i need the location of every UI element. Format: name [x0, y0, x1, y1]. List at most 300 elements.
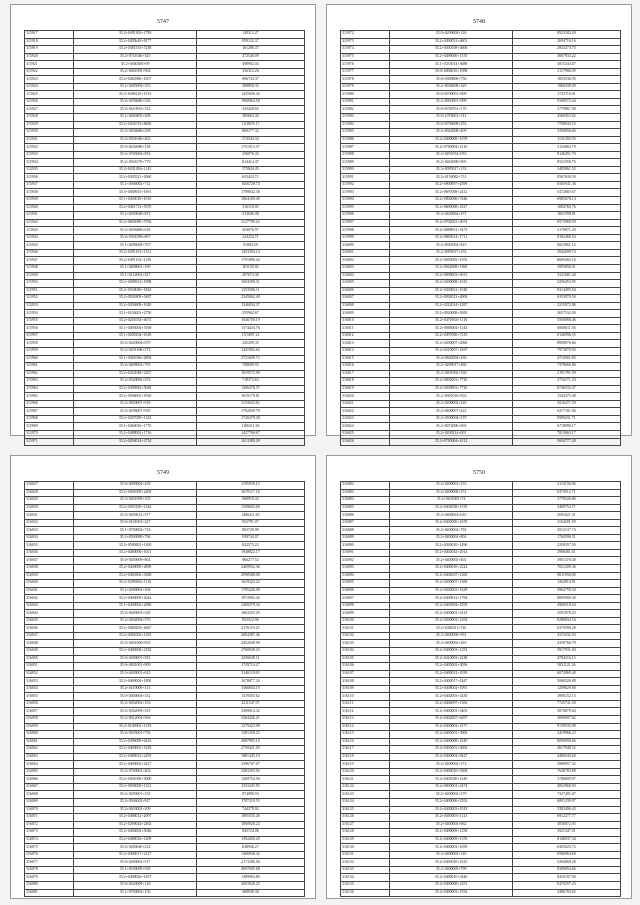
table-row — [341, 393, 621, 401]
table-row — [25, 534, 305, 542]
row-code: 35.2+0490110+1913 — [74, 91, 197, 99]
table-row — [341, 159, 621, 167]
row-amount: 3786809.97 — [512, 776, 620, 784]
row-code: 35.2+0400001+1429 — [74, 746, 197, 754]
row-id: 315962 — [25, 370, 74, 378]
table-row — [341, 655, 621, 663]
row-code: 35.2+0408002+1091 — [390, 685, 513, 693]
row-amount: 8521050.76 — [512, 159, 620, 167]
row-code: 35.2+0400002+2417 — [74, 761, 197, 769]
row-id: 316084 — [341, 497, 390, 505]
row-id: 316000 — [341, 242, 390, 250]
table-row — [25, 272, 305, 280]
row-amount: 1805535.26 — [196, 814, 304, 822]
row-amount: 1366478.37 — [196, 385, 304, 393]
table-row — [341, 783, 621, 791]
row-code: 35.2+0400096+591 — [390, 632, 513, 640]
row-amount: 1164201.59 — [512, 519, 620, 527]
row-code: 35.2+0400020+232 — [74, 844, 197, 852]
table-row — [341, 497, 621, 505]
table-row — [341, 587, 621, 595]
row-code: 35.2+0012004+504 — [74, 715, 197, 723]
row-code: 35.3+0095017+133 — [390, 166, 513, 174]
row-id: 315971 — [25, 438, 74, 446]
row-code: 35.2+0290044+2463 — [74, 821, 197, 829]
row-amount: 852522.96 — [196, 617, 304, 625]
table-row — [341, 340, 621, 348]
row-code: 35.0+8202080+138 — [74, 144, 197, 152]
table-row — [341, 257, 621, 265]
row-amount: 6718990.17 — [512, 423, 620, 431]
row-id: 315935 — [25, 166, 74, 174]
row-id: 316004 — [341, 272, 390, 280]
row-id: 316094 — [341, 572, 390, 580]
row-code: 35.2+0488002+1716 — [74, 430, 197, 438]
row-code: 35.2+0603089+5784 — [74, 219, 197, 227]
table-row — [25, 174, 305, 182]
row-id: 315979 — [341, 83, 390, 91]
row-amount: 1269754.56 — [196, 776, 304, 784]
table-row — [25, 76, 305, 84]
row-amount: 1881445.19 — [196, 753, 304, 761]
row-id: 316046 — [25, 625, 74, 633]
row-id: 316079 — [25, 874, 74, 882]
row-amount: 6985678.14 — [512, 197, 620, 205]
row-id: 316085 — [341, 504, 390, 512]
row-amount: 4315232.03 — [512, 632, 620, 640]
row-code: 35.2+0150082+731 — [390, 174, 513, 182]
row-amount: 1046756.19 — [196, 317, 304, 325]
row-code: 35.1+0450048+813 — [74, 212, 197, 220]
row-code: 35.2+0400608+2182 — [74, 648, 197, 656]
table-row — [25, 557, 305, 565]
row-amount: 3876879.04 — [512, 708, 620, 716]
row-amount: 2469952.36 — [196, 565, 304, 573]
table-row — [341, 272, 621, 280]
row-amount: 863729.99 — [196, 527, 304, 535]
row-code: 35.2+0300108+4606 — [390, 46, 513, 54]
row-amount: 2691621.31 — [512, 512, 620, 520]
row-amount: 952791.07 — [196, 519, 304, 527]
row-code: 35.2+0410000+313 — [74, 685, 197, 693]
row-code: 35.2+0088031+5473 — [390, 227, 513, 235]
table-row — [25, 859, 305, 867]
row-amount: 3093856.01 — [512, 264, 620, 272]
row-id: 316018 — [341, 378, 390, 386]
row-amount: 1427760.67 — [196, 430, 304, 438]
row-id: 316003 — [341, 264, 390, 272]
table-row — [341, 68, 621, 76]
table-row — [341, 136, 621, 144]
row-id: 316050 — [25, 655, 74, 663]
row-code: 35.0+0401001+909 — [74, 663, 197, 671]
row-id: 315997 — [341, 219, 390, 227]
row-code: 35.2+0400005+799 — [390, 866, 513, 874]
row-id: 316053 — [25, 678, 74, 686]
row-amount: 1678877.34 — [196, 678, 304, 686]
row-id: 315986 — [341, 136, 390, 144]
row-amount: 3917931.04 — [512, 648, 620, 656]
row-id: 315988 — [341, 151, 390, 159]
row-code: 35.1+0400002+104 — [74, 587, 197, 595]
row-amount: 3830072.05 — [512, 821, 620, 829]
table-row — [341, 234, 621, 242]
row-id: 316119 — [341, 761, 390, 769]
row-id: 315950 — [25, 280, 74, 288]
table-row — [341, 731, 621, 739]
row-code: 35.2+0200002+220 — [390, 400, 513, 408]
row-id: 315975 — [341, 53, 390, 61]
row-amount: 1333435.95 — [196, 783, 304, 791]
row-id: 316111 — [341, 700, 390, 708]
row-amount: 1186311.63 — [196, 423, 304, 431]
row-id: 316123 — [341, 791, 390, 799]
table-row — [25, 836, 305, 844]
row-amount: 4350766.79 — [512, 640, 620, 648]
row-id: 315942 — [25, 219, 74, 227]
row-id: 316022 — [341, 408, 390, 416]
table-row — [25, 106, 305, 114]
row-amount: 2211547.07 — [196, 700, 304, 708]
table-row — [25, 46, 305, 54]
row-amount: 9729535.99 — [512, 723, 620, 731]
row-code: 35.2+0500004+379 — [390, 415, 513, 423]
row-id: 316103 — [341, 640, 390, 648]
row-amount: 1309603.69 — [196, 504, 304, 512]
table-row — [341, 408, 621, 416]
row-amount: 1789632.38 — [196, 189, 304, 197]
row-code: 35.2+0431015+8660 — [74, 121, 197, 129]
row-code: 35.2+0400002+402 — [390, 557, 513, 565]
row-code: 35.2+0400008+1451 — [390, 881, 513, 889]
row-amount: 8589431.71 — [512, 415, 620, 423]
row-code: 35.2+0400012+1039 — [390, 670, 513, 678]
row-amount: 498902.43 — [196, 61, 304, 69]
table-row — [341, 385, 621, 393]
row-amount: 575844.45 — [196, 166, 304, 174]
row-amount: 2419966.23 — [512, 731, 620, 739]
row-amount: 161286.37 — [196, 46, 304, 54]
row-code: 35.2+0400024+635 — [390, 512, 513, 520]
table-row — [341, 31, 621, 39]
row-id: 315940 — [25, 204, 74, 212]
row-amount: 1195939.15 — [196, 482, 304, 490]
row-amount: 2176119.25 — [196, 625, 304, 633]
table-row — [25, 189, 305, 197]
row-id: 316088 — [341, 527, 390, 535]
row-code: 35.2+0520046+1824 — [74, 287, 197, 295]
table-row — [341, 121, 621, 129]
row-amount: 2256049.11 — [196, 655, 304, 663]
row-id: 315954 — [25, 310, 74, 318]
row-code: 35.2+0494686+258 — [74, 129, 197, 137]
table-row — [25, 678, 305, 686]
row-id: 316131 — [341, 851, 390, 859]
row-code: 35.1+0493004+5169 — [74, 325, 197, 333]
row-id: 316016 — [341, 363, 390, 371]
table-row — [25, 489, 305, 497]
row-code: 35.2+0506001+1830 — [74, 393, 197, 401]
row-id: 316051 — [25, 663, 74, 671]
table-row — [25, 610, 305, 618]
row-id: 316037 — [25, 557, 74, 565]
table-row — [25, 625, 305, 633]
row-id: 315929 — [25, 121, 74, 129]
row-code: 35.2+0400010+5308 — [390, 768, 513, 776]
row-amount: 6912277.77 — [512, 814, 620, 822]
table-row — [25, 821, 305, 829]
row-code: 35.2+0100002+1139 — [74, 723, 197, 731]
row-code: 35.2+0402002+163 — [74, 700, 197, 708]
row-amount: 3382496.43 — [512, 806, 620, 814]
row-amount: 2843273.75 — [512, 46, 620, 54]
row-code: 35.2+0400004+962 — [390, 821, 513, 829]
row-amount: 1785426.09 — [196, 587, 304, 595]
row-amount: 1118676.17 — [196, 121, 304, 129]
row-code: 35.2+0001016+502 — [390, 393, 513, 401]
table-row — [25, 363, 305, 371]
row-code: 35.2+0305521+2960 — [74, 174, 197, 182]
row-id: 316038 — [25, 565, 74, 573]
row-id: 315998 — [341, 227, 390, 235]
table-row — [341, 310, 621, 318]
row-id: 315956 — [25, 325, 74, 333]
table-row — [25, 655, 305, 663]
row-id: 316104 — [341, 648, 390, 656]
row-code: 35.0+0400001+581 — [74, 655, 197, 663]
table-row — [25, 580, 305, 588]
table-row — [341, 181, 621, 189]
row-id: 315987 — [341, 144, 390, 152]
row-amount: 2258357.50 — [512, 542, 620, 550]
row-id: 315969 — [25, 423, 74, 431]
row-amount: 5284869.28 — [512, 859, 620, 867]
table-row — [25, 768, 305, 776]
row-id: 316072 — [25, 821, 74, 829]
row-code: 35.2+0400002+372 — [390, 761, 513, 769]
row-code: 35.1+0430010+1010 — [74, 197, 197, 205]
table-row — [341, 602, 621, 610]
row-id: 316040 — [25, 580, 74, 588]
row-code: 35.2+0200012+377 — [74, 512, 197, 520]
row-code: 35.2+0697008+2412 — [390, 189, 513, 197]
row-amount: 3369014.32 — [196, 708, 304, 716]
row-id: 316015 — [341, 355, 390, 363]
table-row — [341, 227, 621, 235]
table-row — [25, 280, 305, 288]
row-amount: 1787219.55 — [196, 798, 304, 806]
row-code: 35.2+0405001+3906 — [390, 731, 513, 739]
row-amount: 822575.23 — [196, 542, 304, 550]
table-row — [341, 844, 621, 852]
row-amount: 638946.27 — [196, 844, 304, 852]
row-amount: 7378666.86 — [512, 363, 620, 371]
row-id: 315918 — [25, 38, 74, 46]
row-id: 316082 — [341, 482, 390, 490]
row-id: 315990 — [341, 166, 390, 174]
row-id: 315985 — [341, 129, 390, 137]
row-id: 315957 — [25, 332, 74, 340]
table-row — [341, 632, 621, 640]
row-amount: 2603926.25 — [196, 881, 304, 889]
row-id: 315995 — [341, 204, 390, 212]
row-amount: 3366834.19 — [196, 685, 304, 693]
page-sheet-3 — [10, 455, 316, 899]
table-row — [25, 181, 305, 189]
row-amount: 3921347.01 — [512, 829, 620, 837]
row-code: 35.2+0406097+1363 — [390, 700, 513, 708]
row-code: 35.0+6700701+170 — [390, 106, 513, 114]
table-row — [25, 430, 305, 438]
table-row — [341, 212, 621, 220]
row-id: 316002 — [341, 257, 390, 265]
table-row — [25, 340, 305, 348]
row-id: 316121 — [341, 776, 390, 784]
row-code: 35.2+0200001+155 — [74, 791, 197, 799]
row-id: 316014 — [341, 347, 390, 355]
row-id: 316028 — [25, 489, 74, 497]
row-code: 35.2+0490031+4601 — [390, 38, 513, 46]
row-code: 35.2+0296007+929 — [74, 408, 197, 416]
row-amount: 866277.52 — [196, 557, 304, 565]
row-id: 316134 — [341, 874, 390, 882]
row-code: 35.2+0480203+2667 — [74, 625, 197, 633]
table-row — [341, 53, 621, 61]
table-row — [341, 347, 621, 355]
row-amount: 4560453.02 — [512, 114, 620, 122]
row-code: 35.2+0480012+2459 — [74, 753, 197, 761]
row-amount: 2758421.05 — [196, 746, 304, 754]
row-id: 316005 — [341, 280, 390, 288]
row-amount: 1019179.81 — [196, 393, 304, 401]
row-id: 315982 — [341, 106, 390, 114]
row-code: 35.2+0200007+1369 — [390, 580, 513, 588]
row-code: 35.2+0430021+1040 — [390, 287, 513, 295]
row-amount: 385663.30 — [196, 114, 304, 122]
row-code: 35.2+0401020+1249 — [390, 776, 513, 784]
row-id: 316132 — [341, 859, 390, 867]
row-amount: 1853536.95 — [512, 76, 620, 84]
table-row — [25, 648, 305, 656]
row-amount: 1441902.62 — [196, 347, 304, 355]
row-id: 316044 — [25, 610, 74, 618]
row-id: 316081 — [25, 889, 74, 897]
row-amount: 1972902.42 — [196, 595, 304, 603]
table-row — [341, 325, 621, 333]
row-code: 35.2+0200008+1015 — [390, 280, 513, 288]
table-row — [25, 114, 305, 122]
row-amount: 718373.63 — [196, 378, 304, 386]
table-row — [341, 580, 621, 588]
row-amount: 4496543.60 — [512, 753, 620, 761]
row-code: 35.2+0496000+6416 — [74, 738, 197, 746]
table-row — [25, 753, 305, 761]
row-id: 315928 — [25, 114, 74, 122]
row-id: 316009 — [341, 310, 390, 318]
row-code: 35.2+0402037+1265 — [390, 572, 513, 580]
row-amount: 368948.38 — [196, 889, 304, 897]
row-amount: 1601598.81 — [512, 212, 620, 220]
row-amount: 1353586.11 — [196, 287, 304, 295]
row-id: 316133 — [341, 866, 390, 874]
row-amount: 3667933.22 — [512, 53, 620, 61]
row-amount: 8146996.55 — [512, 332, 620, 340]
row-amount: 5694777.28 — [512, 438, 620, 446]
table-row — [341, 489, 621, 497]
row-amount: 1743716.01 — [512, 91, 620, 99]
row-amount: 8746333.47 — [512, 385, 620, 393]
row-amount: 3146118.65 — [196, 670, 304, 678]
table-row — [25, 663, 305, 671]
row-id: 316130 — [341, 844, 390, 852]
row-id: 315946 — [25, 249, 74, 257]
row-amount: 8148037.34 — [512, 836, 620, 844]
row-amount: 1466411.65 — [196, 512, 304, 520]
table-row — [25, 738, 305, 746]
row-id: 315930 — [25, 129, 74, 137]
row-id: 315939 — [25, 197, 74, 205]
row-code: 35.2+0456686+326 — [74, 98, 197, 106]
row-code: 35.2+0430010+1496 — [390, 542, 513, 550]
row-id: 316042 — [25, 595, 74, 603]
row-id: 315947 — [25, 257, 74, 265]
row-code: 35.2+0456486+618 — [74, 227, 197, 235]
table-row — [25, 355, 305, 363]
table-row — [341, 806, 621, 814]
table-row — [341, 776, 621, 784]
table-row — [25, 685, 305, 693]
table-row — [341, 287, 621, 295]
row-amount: 3356856.66 — [512, 129, 620, 137]
row-amount: 224254.71 — [196, 234, 304, 242]
row-code: 35.2+0490008+1078 — [390, 136, 513, 144]
row-id: 316064 — [25, 761, 74, 769]
row-id: 316062 — [25, 746, 74, 754]
table-row — [25, 129, 305, 137]
row-id: 316113 — [341, 715, 390, 723]
row-code: 35.2+0431456+1143 — [74, 166, 197, 174]
row-amount: 5472665.67 — [512, 189, 620, 197]
row-amount: 1064109.49 — [196, 197, 304, 205]
row-id: 316060 — [25, 731, 74, 739]
table-row — [25, 408, 305, 416]
page-number: 5748 — [473, 19, 485, 25]
row-id: 316102 — [341, 632, 390, 640]
row-amount: 2215972.86 — [512, 302, 620, 310]
table-row — [341, 46, 621, 54]
row-amount: 4968318.64 — [512, 602, 620, 610]
row-amount: 2173286.56 — [196, 859, 304, 867]
table-row — [341, 189, 621, 197]
row-code: 35.2+0401005+74 — [390, 497, 513, 505]
row-code: 35.2+0400010+1025 — [390, 859, 513, 867]
row-code: 35.0+0101001+227 — [74, 519, 197, 527]
row-amount: 1279423.99 — [196, 723, 304, 731]
row-code: 35.2+0095017+192 — [390, 249, 513, 257]
row-amount: 7327491.07 — [512, 791, 620, 799]
row-code: 35.1+0333014+3688 — [390, 61, 513, 69]
row-id: 315932 — [25, 144, 74, 152]
row-id: 316063 — [25, 753, 74, 761]
table-row — [25, 38, 305, 46]
row-code: 35.2+0609008+2527 — [390, 204, 513, 212]
row-id: 316048 — [25, 640, 74, 648]
table-row — [25, 212, 305, 220]
table-row — [341, 625, 621, 633]
table-row — [25, 542, 305, 550]
row-code: 35.2+0400020+1497 — [74, 874, 197, 882]
row-code: 35.2+0408002+793 — [74, 363, 197, 371]
